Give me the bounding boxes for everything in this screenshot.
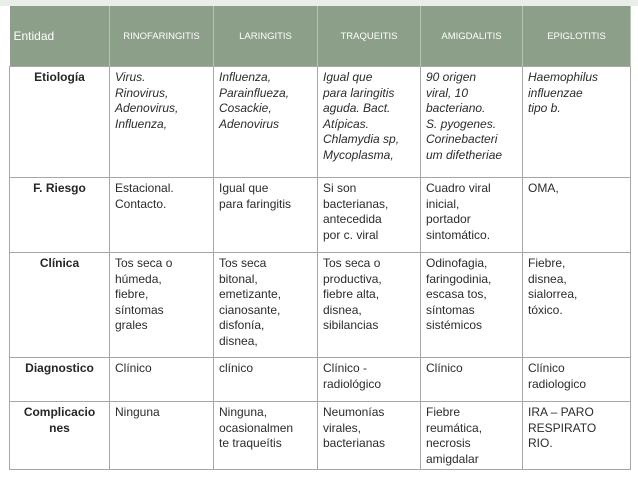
cell-clinica-amigdalitis [421, 253, 523, 358]
cell-line: sintomático. [426, 227, 491, 242]
row-clinica [10, 253, 631, 358]
cell-line: RESPIRATO [528, 420, 597, 435]
header-laringitis: LARINGITIS [214, 6, 318, 67]
row-label-line: Complicacio [23, 405, 96, 419]
cell-line: Rinovirus, [115, 85, 169, 100]
row-label-clinica: Clínica [10, 253, 110, 358]
cell-etiologia-amigdalitis [421, 67, 523, 178]
cell-line: reumática, [426, 420, 483, 435]
cell-line: Influenza, [115, 116, 168, 131]
row-label-diagnostico: Diagnostico [10, 358, 110, 402]
header-rinofaringitis: RINOFARINGITIS [110, 6, 214, 67]
row-f-riesgo [10, 178, 631, 253]
cell-line: sistémicos [426, 318, 483, 332]
cell-line: síntomas [426, 302, 475, 317]
cell-line: Atípicas. [323, 116, 370, 131]
cell-line: ocasionalmen [219, 420, 294, 435]
cell-clinica-rinofaringitis [110, 253, 214, 358]
cell-line: Igual que [219, 181, 269, 195]
row-complicaciones [10, 402, 631, 470]
cell-complicaciones-rinofaringitis [110, 402, 214, 470]
cell-line: cianosante, [219, 302, 281, 317]
cell-etiologia-epiglotitis [523, 67, 631, 178]
cell-riesgo-epiglotitis [523, 178, 631, 253]
cell-line: radiologico [528, 376, 587, 391]
row-diagnostico [10, 358, 631, 402]
cell-line: 90 origen [426, 70, 477, 84]
cell-line: Tos seca o [115, 256, 173, 270]
cell-line: viral, 10 [426, 85, 469, 100]
cell-line: amigdalar [426, 451, 479, 466]
cell-line: fiebre alta, [323, 287, 380, 301]
cell-etiologia-laringitis [214, 67, 318, 178]
cell-line: Parainflueza, [219, 85, 290, 100]
cell-line: Cuadro viral [426, 181, 491, 195]
cell-line: Haemophilus [528, 70, 599, 84]
header-entidad: Entidad [10, 6, 110, 67]
cell-complicaciones-traqueitis [318, 402, 421, 470]
row-label-line: nes [49, 420, 70, 435]
cell-line: Tos seca o [323, 256, 381, 270]
cell-line: necrosis [426, 436, 471, 450]
cell-line: Ninguna, [219, 405, 268, 419]
cell-line: S. pyogenes. [426, 116, 497, 131]
cell-line: Contacto. [115, 196, 167, 211]
cell-line: escasa tos, [426, 287, 487, 301]
row-label-etiologia: Etiología [10, 67, 110, 178]
cell-line: Clínico [115, 361, 152, 375]
cell-diagnostico-amigdalitis [421, 358, 523, 402]
cell-line: Clínico [528, 361, 565, 375]
cell-line: disnea, [323, 302, 362, 317]
cell-line: influenzae [528, 85, 583, 100]
cell-line: aguda. Bact. [323, 101, 391, 115]
cell-line: para laringitis [323, 85, 395, 100]
cell-diagnostico-epiglotitis [523, 358, 631, 402]
cell-line: bitonal, [219, 271, 258, 286]
cell-clinica-epiglotitis [523, 253, 631, 358]
cell-line: sibilancias [323, 318, 379, 332]
cell-line: Cosackie, [219, 101, 272, 115]
cell-line: virales, [323, 420, 362, 435]
cell-line: Adenovirus [219, 116, 280, 131]
cell-line: disnea, [528, 271, 567, 286]
cell-line: Adenovirus, [115, 101, 179, 115]
cell-line: fiebre, [115, 287, 149, 301]
cell-line: inicial, [426, 196, 460, 211]
cell-line: emetizante, [219, 287, 282, 301]
cell-diagnostico-rinofaringitis [110, 358, 214, 402]
cell-line: clínico [219, 361, 254, 375]
cell-line: IRA – PARO [528, 405, 594, 419]
header-row [10, 6, 631, 67]
cell-riesgo-amigdalitis [421, 178, 523, 253]
cell-line: tóxico. [528, 302, 563, 317]
cell-line: um difetheriae [426, 147, 503, 162]
cell-line: por c. viral [323, 227, 379, 242]
cell-line: sialorrea, [528, 287, 578, 301]
cell-line: Fiebre [426, 405, 461, 419]
cell-line: Influenza, [219, 70, 272, 84]
cell-line: Igual que [323, 70, 373, 84]
cell-diagnostico-traqueitis [318, 358, 421, 402]
cell-line: bacterianas [323, 436, 386, 450]
cell-line: disfonía, [219, 318, 265, 332]
cell-line: Corinebacteri [426, 132, 498, 146]
cell-etiologia-traqueitis [318, 67, 421, 178]
cell-complicaciones-amigdalitis [421, 402, 523, 470]
cell-line: Tos seca [219, 256, 267, 270]
cell-line: OMA, [528, 181, 559, 195]
cell-etiologia-rinofaringitis [110, 67, 214, 178]
entity-comparison-table [9, 6, 631, 470]
header-amigdalitis: AMIGDALITIS [421, 6, 523, 67]
cell-line: productiva, [323, 271, 382, 286]
cell-line: húmeda, [115, 271, 162, 286]
cell-line: Virus. [115, 70, 146, 84]
cell-line: síntomas [115, 302, 164, 317]
cell-line: Estacional. [115, 181, 174, 195]
cell-complicaciones-laringitis [214, 402, 318, 470]
cell-line: grales [115, 318, 148, 332]
cell-line: antecedida [323, 212, 382, 226]
cell-line: para faringitis [219, 196, 292, 211]
cell-line: Mycoplasma, [323, 147, 394, 162]
cell-riesgo-traqueitis [318, 178, 421, 253]
cell-complicaciones-epiglotitis [523, 402, 631, 470]
cell-line: radiológico [323, 376, 382, 391]
row-label-complicaciones [10, 402, 110, 470]
cell-line: faringodinia, [426, 271, 492, 286]
cell-line: bacterianas, [323, 196, 389, 211]
cell-line: portador [426, 212, 471, 226]
cell-riesgo-rinofaringitis [110, 178, 214, 253]
row-label-f-riesgo: F. Riesgo [10, 178, 110, 253]
cell-line: Clínico [426, 361, 463, 375]
cell-line: RIO. [528, 436, 553, 450]
cell-line: tipo b. [528, 101, 561, 115]
cell-riesgo-laringitis [214, 178, 318, 253]
cell-line: bacteriano. [426, 101, 486, 115]
row-etiologia [10, 67, 631, 178]
header-traqueitis: TRAQUEITIS [318, 6, 421, 67]
header-epiglotitis: EPIGLOTITIS [523, 6, 631, 67]
cell-line: disnea, [219, 333, 258, 348]
cell-line: Clínico - [323, 361, 368, 375]
cell-line: Neumonías [323, 405, 385, 419]
cell-clinica-traqueitis [318, 253, 421, 358]
cell-line: Odinofagia, [426, 256, 488, 270]
cell-line: Ninguna [115, 405, 160, 419]
cell-line: te traqueítis [219, 436, 282, 450]
cell-clinica-laringitis [214, 253, 318, 358]
cell-line: Chlamydia sp, [323, 132, 400, 146]
cell-diagnostico-laringitis [214, 358, 318, 402]
cell-line: Si son [323, 181, 357, 195]
cell-line: Fiebre, [528, 256, 566, 270]
